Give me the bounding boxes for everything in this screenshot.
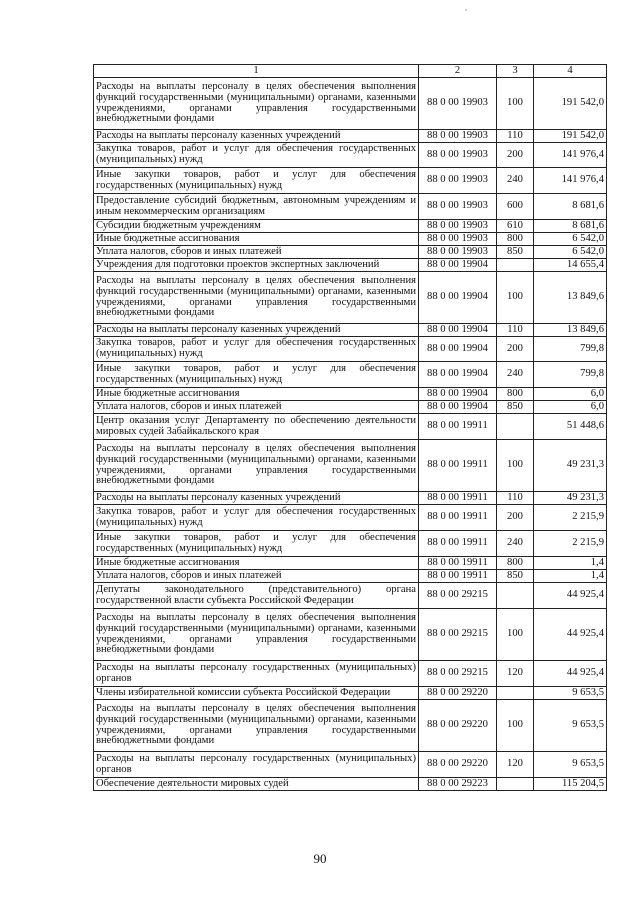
table-header-row — [94, 65, 607, 78]
row-code-cell: 88 0 00 19904 — [419, 324, 497, 337]
row-name-cell: Депутаты законодательного (представительного) органа государственной власти субъекта Российской Федерации — [94, 583, 419, 609]
row-code-cell: 88 0 00 19903 — [419, 143, 497, 168]
row-name-cell: Учреждения для подготовки проектов экспертных заключений — [94, 259, 419, 272]
row-name-cell: Иные бюджетные ассигнования — [94, 388, 419, 401]
row-code-cell: 88 0 00 19904 — [419, 337, 497, 362]
row-amount-cell: 44 925,4 — [534, 583, 607, 609]
table-row — [94, 337, 607, 362]
row-name-cell: Иные закупки товаров, работ и услуг для обеспечения государственных (муниципальных) нужд — [94, 168, 419, 194]
table-row — [94, 531, 607, 557]
header-col-3: 3 — [497, 65, 534, 78]
row-name-cell: Центр оказания услуг Департаменту по обеспечению деятельности мировых судей Забайкальского края — [94, 414, 419, 440]
row-code-cell: 88 0 00 19903 — [419, 130, 497, 143]
row-amount-cell: 49 231,3 — [534, 440, 607, 492]
row-amount-cell: 1,4 — [534, 557, 607, 570]
row-name-cell: Иные бюджетные ассигнования — [94, 233, 419, 246]
table-row — [94, 752, 607, 778]
row-amount-cell: 799,8 — [534, 337, 607, 362]
row-expense-type-cell: 100 — [497, 609, 534, 661]
row-expense-type-cell — [497, 414, 534, 440]
table-row — [94, 143, 607, 168]
row-code-cell: 88 0 00 29215 — [419, 583, 497, 609]
row-expense-type-cell: 100 — [497, 700, 534, 752]
scan-mark: , — [465, 3, 467, 12]
row-amount-cell: 2 215,9 — [534, 531, 607, 557]
row-code-cell: 88 0 00 19904 — [419, 272, 497, 324]
table-row — [94, 246, 607, 259]
table-row — [94, 259, 607, 272]
row-code-cell: 88 0 00 29220 — [419, 687, 497, 700]
row-amount-cell: 6,0 — [534, 401, 607, 414]
row-name-cell: Расходы на выплаты персоналу в целях обеспечения выполнения функций государственными (муниципальными) органами, казенными учреждениями, органами управления государственными внебюджетными фондами — [94, 272, 419, 324]
row-name-cell: Уплата налогов, сборов и иных платежей — [94, 246, 419, 259]
row-name-cell: Закупка товаров, работ и услуг для обеспечения государственных (муниципальных) нужд — [94, 505, 419, 531]
row-code-cell: 88 0 00 19903 — [419, 78, 497, 130]
table-row — [94, 362, 607, 388]
row-name-cell: Расходы на выплаты персоналу в целях обеспечения выполнения функций государственными (муниципальными) органами, казенными учреждениями, органами управления государственными внебюджетными фондами — [94, 609, 419, 661]
table-row — [94, 78, 607, 130]
table-row — [94, 609, 607, 661]
row-expense-type-cell — [497, 259, 534, 272]
row-name-cell: Члены избирательной комиссии субъекта Российской Федерации — [94, 687, 419, 700]
row-expense-type-cell: 110 — [497, 324, 534, 337]
row-amount-cell: 9 653,5 — [534, 687, 607, 700]
row-name-cell: Расходы на выплаты персоналу казенных учреждений — [94, 492, 419, 505]
row-code-cell: 88 0 00 19911 — [419, 492, 497, 505]
row-code-cell: 88 0 00 19903 — [419, 233, 497, 246]
row-amount-cell: 141 976,4 — [534, 143, 607, 168]
row-expense-type-cell: 110 — [497, 130, 534, 143]
table-row — [94, 570, 607, 583]
page-number: 90 — [313, 851, 327, 866]
row-expense-type-cell: 800 — [497, 233, 534, 246]
table-row — [94, 194, 607, 220]
row-expense-type-cell: 610 — [497, 220, 534, 233]
table-row — [94, 414, 607, 440]
row-amount-cell: 6 542,0 — [534, 246, 607, 259]
row-code-cell: 88 0 00 19903 — [419, 168, 497, 194]
table-row — [94, 388, 607, 401]
row-amount-cell: 13 849,6 — [534, 272, 607, 324]
row-code-cell: 88 0 00 19904 — [419, 401, 497, 414]
row-code-cell: 88 0 00 19903 — [419, 246, 497, 259]
row-amount-cell: 6,0 — [534, 388, 607, 401]
table-row — [94, 272, 607, 324]
row-amount-cell: 799,8 — [534, 362, 607, 388]
table-row — [94, 401, 607, 414]
header-col-2: 2 — [419, 65, 497, 78]
row-amount-cell: 141 976,4 — [534, 168, 607, 194]
row-expense-type-cell: 600 — [497, 194, 534, 220]
row-code-cell: 88 0 00 29215 — [419, 609, 497, 661]
row-amount-cell: 2 215,9 — [534, 505, 607, 531]
row-code-cell: 88 0 00 29223 — [419, 778, 497, 791]
row-expense-type-cell: 240 — [497, 168, 534, 194]
row-name-cell: Иные закупки товаров, работ и услуг для обеспечения государственных (муниципальных) нужд — [94, 531, 419, 557]
row-name-cell: Расходы на выплаты персоналу государственных (муниципальных) органов — [94, 752, 419, 778]
row-code-cell: 88 0 00 19911 — [419, 531, 497, 557]
row-expense-type-cell: 850 — [497, 570, 534, 583]
row-expense-type-cell: 100 — [497, 78, 534, 130]
row-name-cell: Уплата налогов, сборов и иных платежей — [94, 401, 419, 414]
row-amount-cell: 191 542,0 — [534, 78, 607, 130]
row-expense-type-cell — [497, 687, 534, 700]
row-code-cell: 88 0 00 29220 — [419, 752, 497, 778]
table-row — [94, 700, 607, 752]
row-expense-type-cell: 200 — [497, 143, 534, 168]
row-expense-type-cell: 200 — [497, 337, 534, 362]
row-expense-type-cell — [497, 583, 534, 609]
row-expense-type-cell: 200 — [497, 505, 534, 531]
row-expense-type-cell: 120 — [497, 661, 534, 687]
budget-table — [93, 64, 607, 791]
row-name-cell: Иные закупки товаров, работ и услуг для обеспечения государственных (муниципальных) нужд — [94, 362, 419, 388]
table-row — [94, 661, 607, 687]
row-amount-cell: 115 204,5 — [534, 778, 607, 791]
row-amount-cell: 191 542,0 — [534, 130, 607, 143]
row-code-cell: 88 0 00 19911 — [419, 557, 497, 570]
row-code-cell: 88 0 00 19903 — [419, 194, 497, 220]
row-amount-cell: 14 655,4 — [534, 259, 607, 272]
row-amount-cell: 44 925,4 — [534, 609, 607, 661]
row-expense-type-cell: 240 — [497, 531, 534, 557]
row-name-cell: Предоставление субсидий бюджетным, автономным учреждениям и иным некоммерческим организациям — [94, 194, 419, 220]
row-amount-cell: 8 681,6 — [534, 220, 607, 233]
row-expense-type-cell: 110 — [497, 492, 534, 505]
row-expense-type-cell: 850 — [497, 246, 534, 259]
table-row — [94, 233, 607, 246]
row-name-cell: Расходы на выплаты персоналу казенных учреждений — [94, 130, 419, 143]
row-name-cell: Закупка товаров, работ и услуг для обеспечения государственных (муниципальных) нужд — [94, 337, 419, 362]
table-body — [94, 78, 607, 791]
row-expense-type-cell: 850 — [497, 401, 534, 414]
row-code-cell: 88 0 00 19911 — [419, 440, 497, 492]
row-name-cell: Закупка товаров, работ и услуг для обеспечения государственных (муниципальных) нужд — [94, 143, 419, 168]
row-name-cell: Расходы на выплаты персоналу казенных учреждений — [94, 324, 419, 337]
table-row — [94, 492, 607, 505]
row-name-cell: Расходы на выплаты персоналу в целях обеспечения выполнения функций государственными (муниципальными) органами, казенными учреждениями, органами управления государственными внебюджетными фондами — [94, 440, 419, 492]
row-name-cell: Иные бюджетные ассигнования — [94, 557, 419, 570]
row-code-cell: 88 0 00 19911 — [419, 505, 497, 531]
row-expense-type-cell: 100 — [497, 272, 534, 324]
row-expense-type-cell: 800 — [497, 557, 534, 570]
header-col-1: 1 — [94, 65, 419, 78]
row-amount-cell: 44 925,4 — [534, 661, 607, 687]
table-row — [94, 687, 607, 700]
row-amount-cell: 13 849,6 — [534, 324, 607, 337]
row-expense-type-cell: 120 — [497, 752, 534, 778]
row-expense-type-cell — [497, 778, 534, 791]
table-row — [94, 583, 607, 609]
row-code-cell: 88 0 00 19904 — [419, 362, 497, 388]
row-amount-cell: 9 653,5 — [534, 752, 607, 778]
row-name-cell: Обеспечение деятельности мировых судей — [94, 778, 419, 791]
row-expense-type-cell: 100 — [497, 440, 534, 492]
row-code-cell: 88 0 00 19903 — [419, 220, 497, 233]
row-code-cell: 88 0 00 19911 — [419, 414, 497, 440]
row-amount-cell: 51 448,6 — [534, 414, 607, 440]
table-row — [94, 324, 607, 337]
table-row — [94, 778, 607, 791]
header-col-4: 4 — [534, 65, 607, 78]
row-name-cell: Уплата налогов, сборов и иных платежей — [94, 570, 419, 583]
row-amount-cell: 8 681,6 — [534, 194, 607, 220]
table-row — [94, 168, 607, 194]
row-code-cell: 88 0 00 29215 — [419, 661, 497, 687]
row-name-cell: Расходы на выплаты персоналу в целях обеспечения выполнения функций государственными (муниципальными) органами, казенными учреждениями, органами управления государственными внебюджетными фондами — [94, 78, 419, 130]
table-row — [94, 440, 607, 492]
row-code-cell: 88 0 00 19904 — [419, 259, 497, 272]
table-row — [94, 220, 607, 233]
row-expense-type-cell: 800 — [497, 388, 534, 401]
row-code-cell: 88 0 00 29220 — [419, 700, 497, 752]
row-amount-cell: 9 653,5 — [534, 700, 607, 752]
table-row — [94, 505, 607, 531]
row-name-cell: Расходы на выплаты персоналу государственных (муниципальных) органов — [94, 661, 419, 687]
row-amount-cell: 1,4 — [534, 570, 607, 583]
table-row — [94, 557, 607, 570]
row-name-cell: Субсидии бюджетным учреждениям — [94, 220, 419, 233]
row-amount-cell: 49 231,3 — [534, 492, 607, 505]
row-name-cell: Расходы на выплаты персоналу в целях обеспечения выполнения функций государственными (муниципальными) органами, казенными учреждениями, органами управления государственными внебюджетными фондами — [94, 700, 419, 752]
row-amount-cell: 6 542,0 — [534, 233, 607, 246]
table-row — [94, 130, 607, 143]
row-expense-type-cell: 240 — [497, 362, 534, 388]
row-code-cell: 88 0 00 19904 — [419, 388, 497, 401]
row-code-cell: 88 0 00 19911 — [419, 570, 497, 583]
